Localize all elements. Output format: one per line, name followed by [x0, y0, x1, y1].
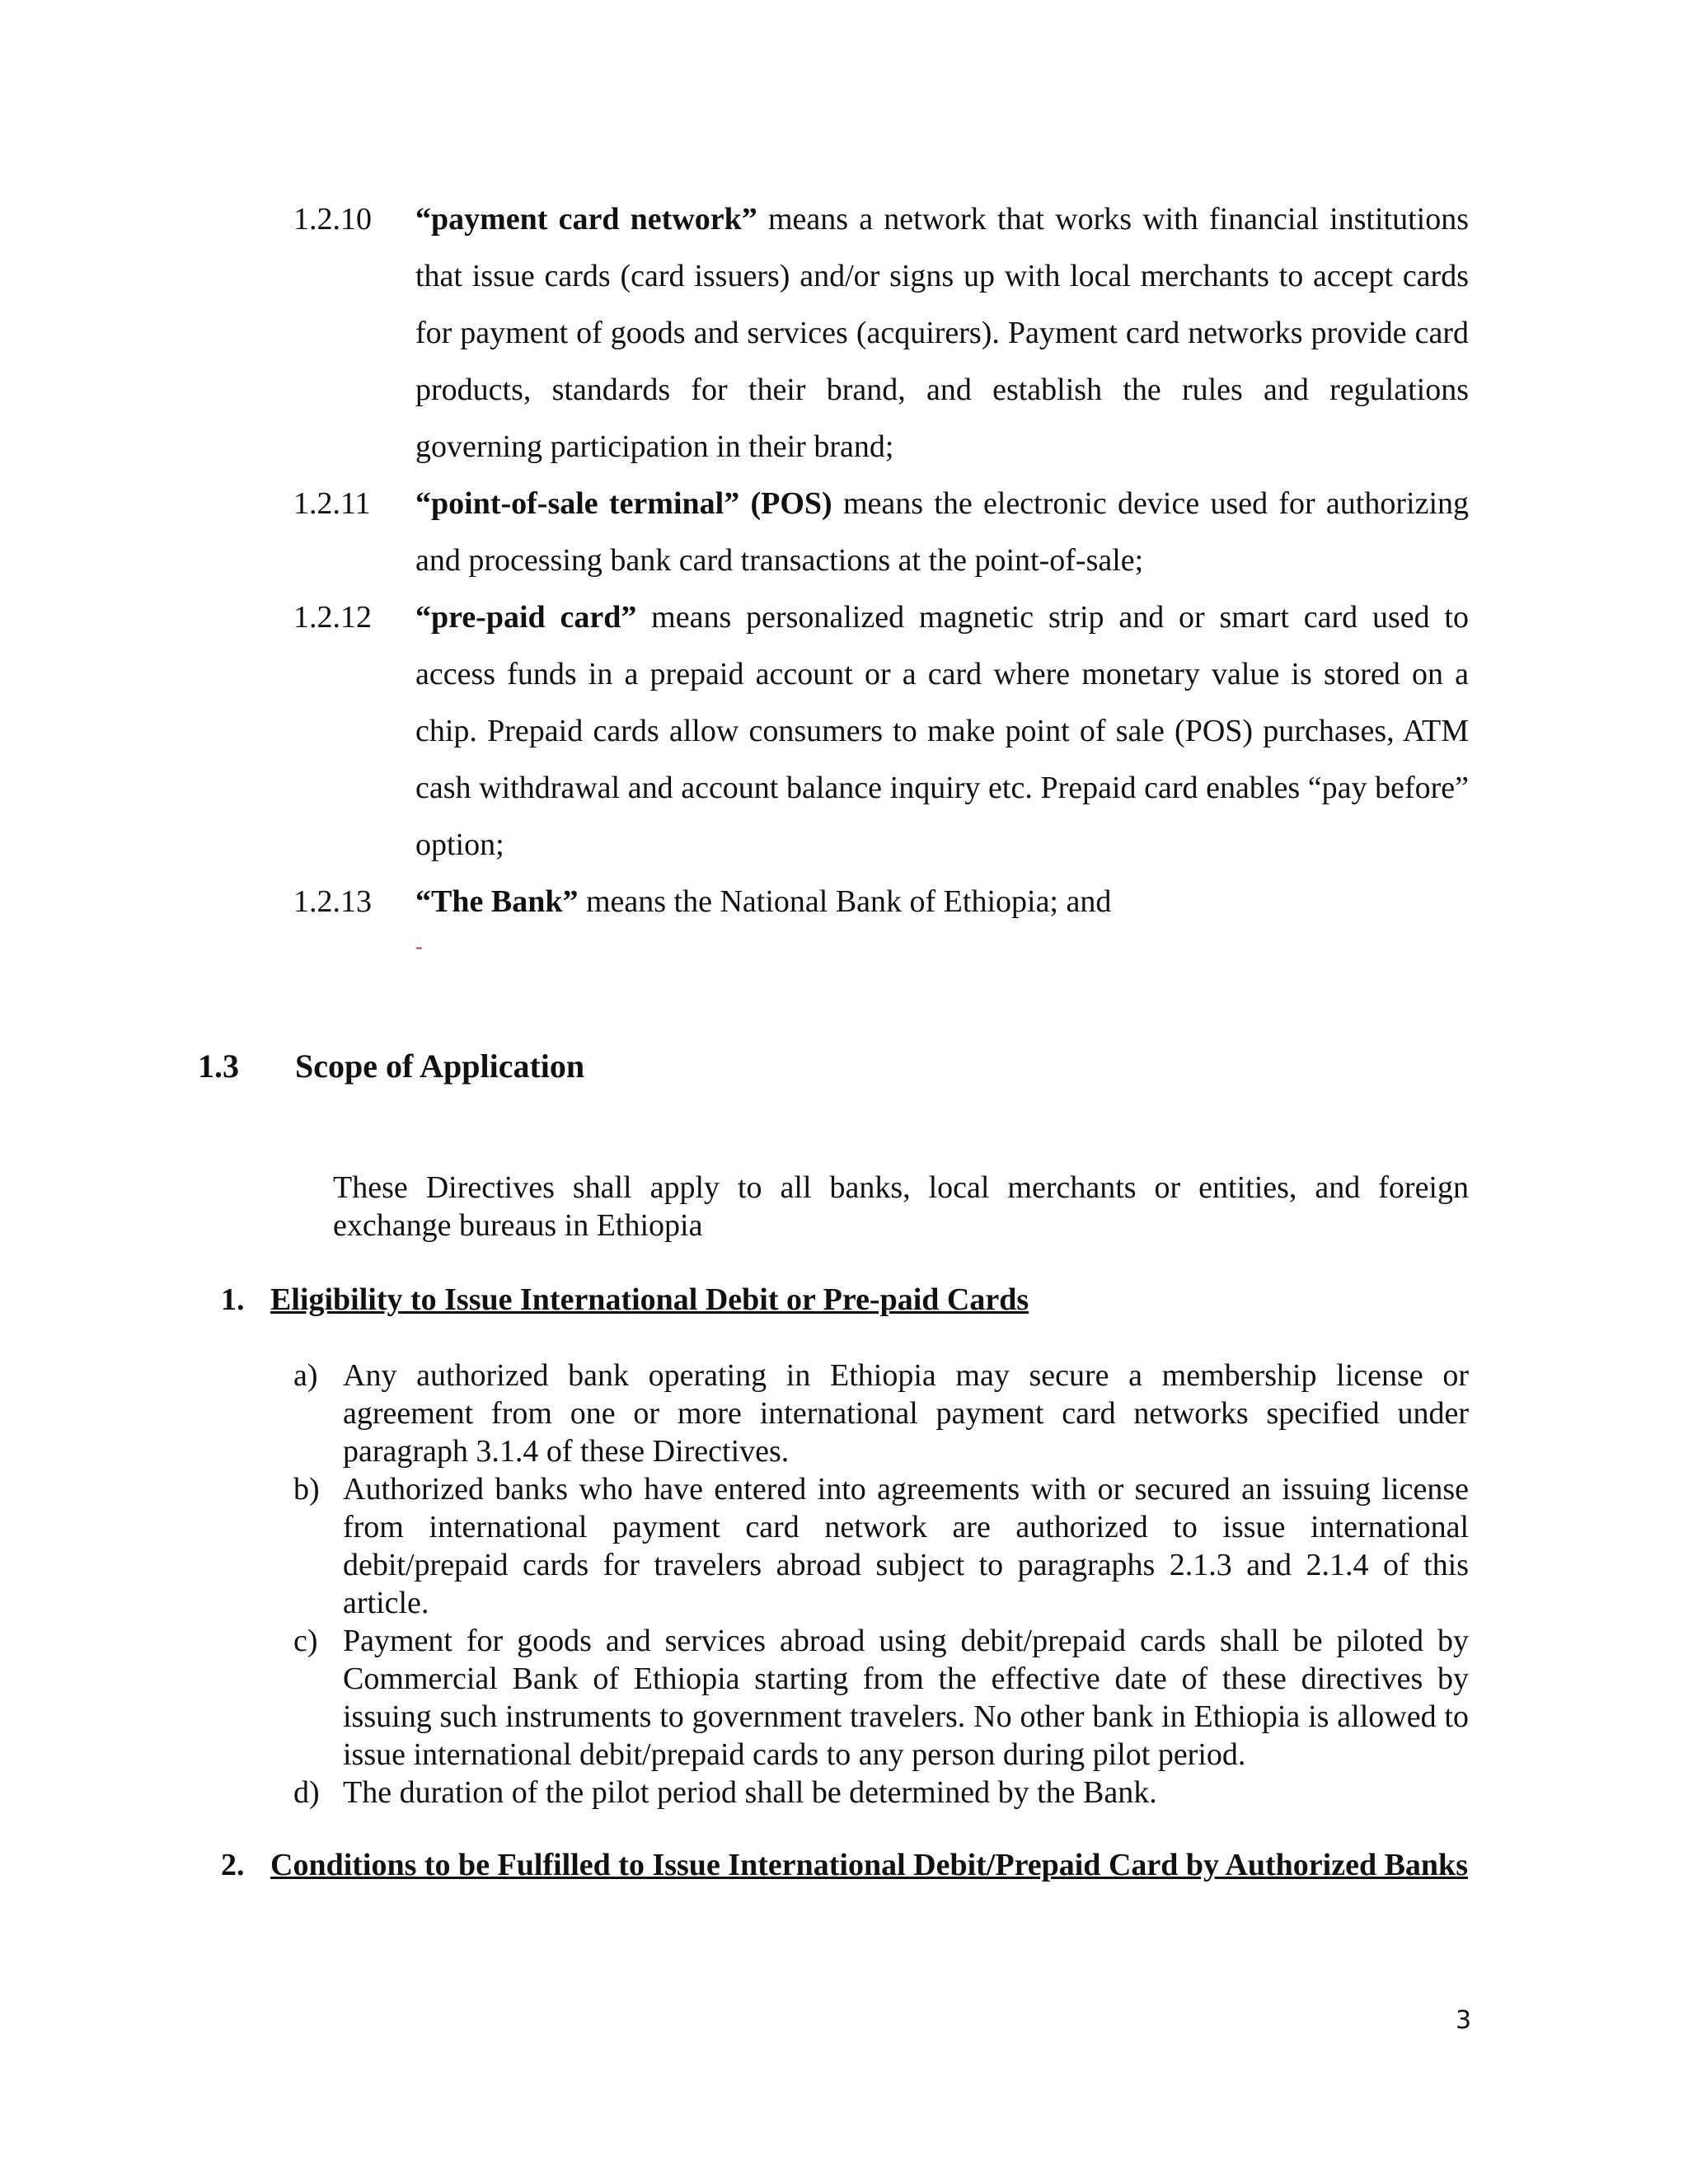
definition-item — [293, 191, 1469, 476]
definition-term: “payment card network” — [415, 202, 757, 237]
lettered-list — [293, 1357, 1469, 1811]
list-text: Payment for goods and services abroad using debit/prepaid cards shall be piloted by Commercial Bank of Ethiopia starting from the effective date of these directives by issuing such instruments to government travelers. No other bank in Ethiopia is allowed to issue international debit/prepaid cards to any person during pilot period. — [343, 1624, 1469, 1772]
numbered-heading-eligibility — [221, 1281, 1469, 1319]
list-letter: a) — [293, 1358, 318, 1393]
list-text: Any authorized bank operating in Ethiopia may secure a membership license or agreement from one or more international payment card networks specified under paragraph 3.1.4 of these Directives. — [343, 1358, 1469, 1469]
section-number: 1.3 — [198, 1047, 239, 1085]
section-heading — [198, 1047, 584, 1085]
list-item — [293, 1470, 1469, 1622]
definition-text — [415, 874, 1469, 930]
definition-number: 1.2.10 — [293, 202, 372, 237]
definition-body: means the electronic device used for authorizing and processing bank card transactions at the point-of-sale; — [415, 486, 1469, 578]
list-item — [293, 1622, 1469, 1774]
list-item — [293, 1774, 1469, 1811]
list-item — [293, 1357, 1469, 1470]
section-title: Scope of Application — [295, 1047, 585, 1085]
numbered-heading-conditions — [221, 1846, 1469, 1884]
definition-item — [293, 874, 1469, 930]
definition-number: 1.2.12 — [293, 600, 372, 635]
definition-term: “The Bank” — [415, 884, 579, 919]
list-letter: c) — [293, 1624, 318, 1658]
definition-text — [415, 589, 1469, 874]
heading-number: 1. — [221, 1282, 245, 1317]
list-text: The duration of the pilot period shall be determined by the Bank. — [343, 1775, 1157, 1810]
definition-body: means personalized magnetic strip and or smart card used to access funds in a prepaid account or a card where monetary value is stored on a chip. Prepaid cards allow consumers to make point of sale (POS) purchases, ATM cash withdrawal and account balance inquiry etc. Prepaid card enables “pay before” option; — [415, 600, 1469, 862]
heading-number: 2. — [221, 1848, 245, 1882]
revision-mark: - — [415, 935, 423, 958]
list-text: Authorized banks who have entered into agreements with or secured an issuing license from international payment card network are authorized to issue international debit/prepaid cards for travelers abroad subject to paragraphs 2.1.3 and 2.1.4 of this article. — [343, 1472, 1469, 1620]
heading-title: Conditions to be Fulfilled to Issue International Debit/Prepaid Card by Authorized Banks — [270, 1848, 1468, 1882]
scope-paragraph: These Directives shall apply to all banks, local merchants or entities, and foreign exchange bureaus in Ethiopia — [333, 1170, 1469, 1243]
list-letter: d) — [293, 1775, 320, 1810]
definition-number: 1.2.13 — [293, 884, 372, 919]
definitions-list — [293, 191, 1469, 930]
list-letter: b) — [293, 1472, 320, 1507]
definition-text — [415, 191, 1469, 476]
definition-term: “pre-paid card” — [415, 600, 637, 635]
definition-term: “point-of-sale terminal” (POS) — [415, 486, 832, 521]
definition-body: means the National Bank of Ethiopia; and — [578, 884, 1112, 919]
definition-body: means a network that works with financial institutions that issue cards (card issuers) and/or signs up with local merchants to accept cards for payment of goods and services (acquirers). Payment card networks provide card products, standards for their brand, and establish the rules and regulations governing participation in their brand; — [415, 202, 1469, 464]
definition-text — [415, 476, 1469, 589]
definition-item — [293, 589, 1469, 874]
definition-number: 1.2.11 — [293, 486, 371, 521]
definition-item — [293, 476, 1469, 589]
heading-title: Eligibility to Issue International Debit or Pre-paid Cards — [270, 1282, 1029, 1317]
page-number: 3 — [1456, 2006, 1472, 2035]
